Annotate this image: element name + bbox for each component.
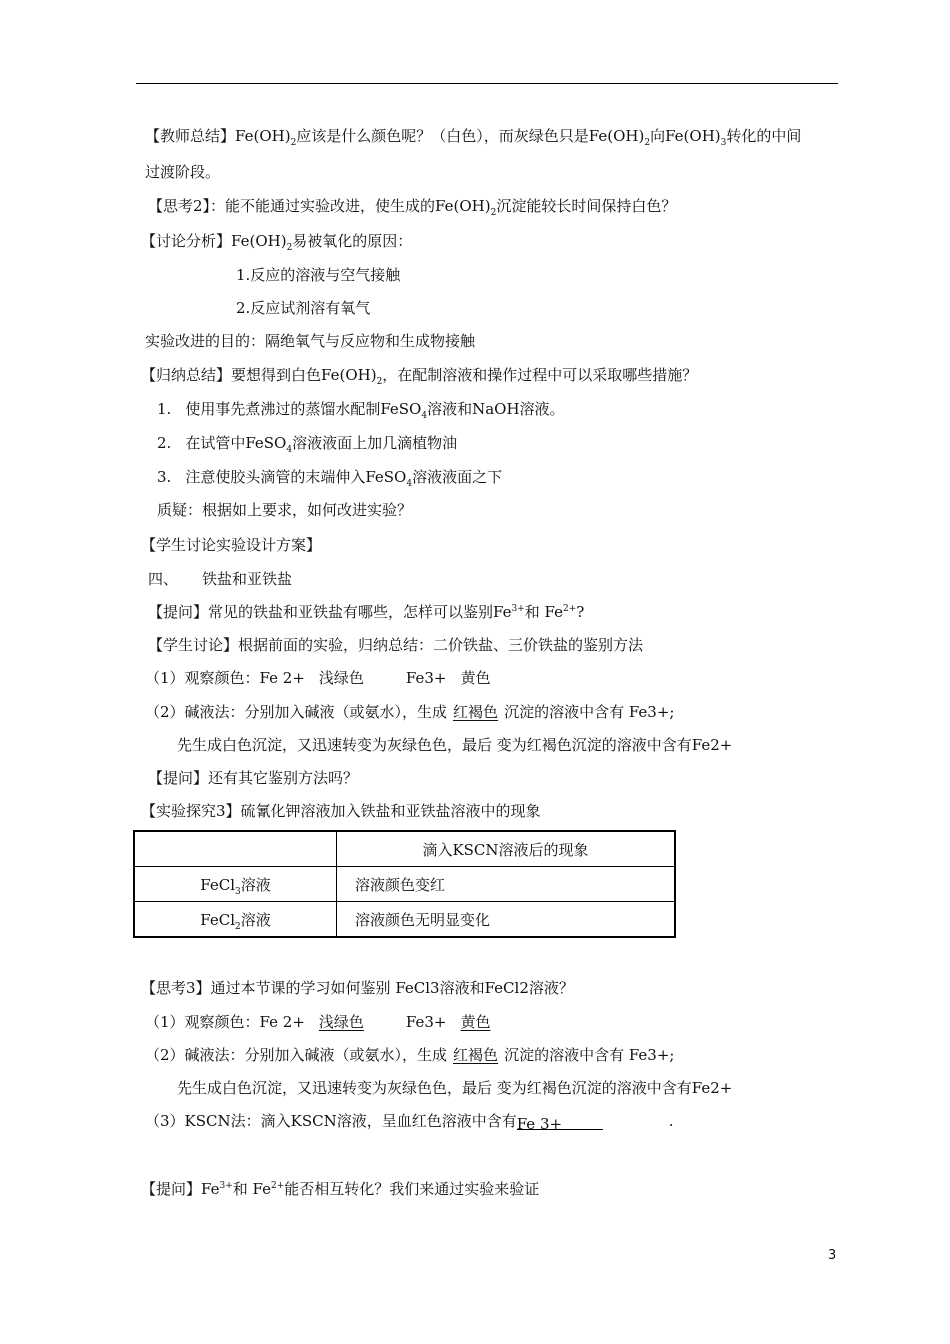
table-header-row <box>134 831 675 867</box>
table-row <box>134 867 675 902</box>
teacher-summary-line: 【教师总结】$Fe(OH)_2$应该是什么颜色呢？（白色），而灰绿色只是$Fe(OH)_2$向$Fe(OH)_3$转化的中间 <box>145 127 802 148</box>
measure-1: 1. 使用事先煮沸过的蒸馏水配制FeSO$_4$溶液和NaOH溶液。 <box>157 400 565 421</box>
question-fe-ions: 【提问】常见的铁盐和亚铁盐有哪些，怎样可以鉴别$Fe^{3+}$和 $Fe^{2+}$? <box>148 603 585 621</box>
table-row <box>134 902 675 938</box>
table-cell-result: 溶液颜色变红 <box>337 867 676 902</box>
page-number: 3 <box>828 1248 837 1263</box>
alkali-method-fe2-line: 先生成白色沉淀，又迅速转变为灰绿色色，最后 变为红褐色沉淀的溶液中含有Fe2+ <box>177 736 733 754</box>
transition-stage-line: 过渡阶段。 <box>145 163 221 181</box>
reason-2: 2.反应试剂溶有氧气 <box>236 299 371 317</box>
question-interconversion: 【提问】$Fe^{3+}$和 $Fe^{2+}$能否相互转化？我们来通过实验来验证 <box>141 1180 540 1198</box>
experiment-purpose-line: 实验改进的目的：隔绝氧气与反应物和生成物接触 <box>145 332 476 350</box>
reason-1: 1.反应的溶液与空气接触 <box>236 266 401 284</box>
think2-line: 【思考2】：能不能通过实验改进，使生成的$Fe(OH)_2$沉淀能较长时间保持白色？ <box>148 197 677 218</box>
section-four-heading: 四、 铁盐和亚铁盐 <box>148 570 293 588</box>
alkali-method-answer-line: （2）碱液法：分别加入碱液（或氨水），生成 红褐色 沉淀的溶液中含有 Fe3+; <box>145 1046 675 1064</box>
kscn-method-line: （3）KSCN法：滴入KSCN溶液，呈血红色溶液中含有Fe 3+ . <box>145 1112 674 1133</box>
question-other-methods: 【提问】还有其它鉴别方法吗？ <box>148 769 359 787</box>
observe-color-answer-line: （1）观察颜色：Fe 2+ 浅绿色 Fe3+ 黄色 <box>145 1013 491 1031</box>
student-discussion-line: 【学生讨论】根据前面的实验，归纳总结：二价铁盐、三价铁盐的鉴别方法 <box>148 636 644 654</box>
table-header-result: 滴入KSCN溶液后的现象 <box>337 831 676 867</box>
question-line: 质疑：根据如上要求，如何改进实验？ <box>157 501 413 519</box>
measure-3: 3. 注意使胶头滴管的末端伸入FeSO$_4$溶液液面之下 <box>157 468 503 489</box>
alkali-method-line: （2）碱液法：分别加入碱液（或氨水），生成 红褐色 沉淀的溶液中含有 Fe3+; <box>145 703 675 721</box>
header-rule <box>136 83 838 84</box>
table-cell-reagent: FeCl$_3$溶液 <box>134 867 337 902</box>
measure-2: 2. 在试管中FeSO$_4$溶液液面上加几滴植物油 <box>157 434 458 455</box>
think3-line: 【思考3】通过本节课的学习如何鉴别 FeCl3溶液和FeCl2溶液？ <box>141 979 574 997</box>
alkali-method-fe2-answer-line: 先生成白色沉淀，又迅速转变为灰绿色色，最后 变为红褐色沉淀的溶液中含有Fe2+ <box>177 1079 733 1097</box>
student-discussion-plan: 【学生讨论实验设计方案】 <box>141 536 322 554</box>
table-cell-result: 溶液颜色无明显变化 <box>337 902 676 938</box>
experiment3-heading: 【实验探究3】硫氰化钾溶液加入铁盐和亚铁盐溶液中的现象 <box>141 802 541 820</box>
observe-color-line: （1）观察颜色：Fe 2+ 浅绿色 Fe3+ 黄色 <box>145 669 491 687</box>
discussion-analysis-line: 【讨论分析】$Fe(OH)_2$易被氧化的原因： <box>141 232 413 253</box>
table-cell-reagent: FeCl$_2$溶液 <box>134 902 337 938</box>
kscn-result-table <box>133 830 676 938</box>
summary-line: 【归纳总结】要想得到白色$Fe(OH)_2$，在配制溶液和操作过程中可以采取哪些措施？ <box>141 366 698 387</box>
table-header-empty <box>134 831 337 867</box>
